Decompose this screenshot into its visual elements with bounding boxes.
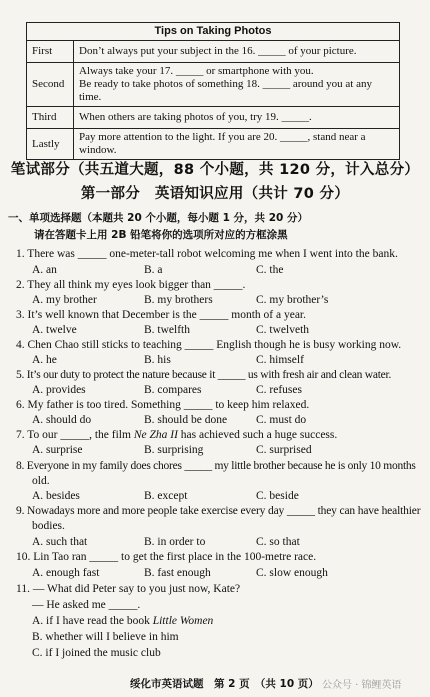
question-7-stem: 7. To our _____, the film Ne Zha II has achieved such a huge success. xyxy=(16,429,338,441)
question-6-option-a: A. should do xyxy=(32,414,92,426)
question-3-option-b: B. twelfth xyxy=(144,324,190,336)
question-8-option-a: A. besides xyxy=(32,490,80,502)
question-10-stem: 10. Lin Tao ran _____ to get the first place in the 100-metre race. xyxy=(16,551,317,563)
question-1-option-b: B. a xyxy=(144,264,163,276)
question-6-stem: 6. My father is too tired. Something _____ to keep him relaxed. xyxy=(16,399,310,411)
question-7-option-a: A. surprise xyxy=(32,444,83,456)
question-11-reply: — He asked me _____. xyxy=(32,599,141,611)
question-9-stem-cont: bodies. xyxy=(32,520,65,532)
tips-text-first: Don’t always put your subject in the 16. _____ of your picture. xyxy=(74,41,400,63)
question-10-option-c: C. slow enough xyxy=(256,567,328,579)
question-3-option-a: A. twelve xyxy=(32,324,77,336)
watermark: 公众号 · 锦鲤英语 xyxy=(322,680,402,691)
question-11-option-a: A. if I have read the book Little Women xyxy=(32,615,214,627)
footer-page-info: 绥化市英语试题 第 2 页 （共 10 页） xyxy=(130,678,319,690)
question-1-option-c: C. the xyxy=(256,264,284,276)
question-4-option-c: C. himself xyxy=(256,354,304,366)
tips-label-first: First xyxy=(27,41,74,63)
tips-text-third: When others are taking photos of you, try 19. _____. xyxy=(74,107,400,129)
part-title: 第一部分 英语知识应用（共计 70 分） xyxy=(80,186,350,202)
tips-label-third: Third xyxy=(27,107,74,129)
question-9-option-c: C. so that xyxy=(256,536,300,548)
instruction-sub: 请在答题卡上用 2B 铅笔将你的选项所对应的方框涂黑 xyxy=(34,229,288,241)
question-6-option-c: C. must do xyxy=(256,414,307,426)
question-4-stem: 4. Chen Chao still sticks to teaching _____ English though he is busy working now. xyxy=(16,339,402,351)
written-section-title: 笔试部分（共五道大题，88 个小题，共 120 分，计入总分） xyxy=(10,162,420,178)
question-7-option-b: B. surprising xyxy=(144,444,204,456)
question-1-option-a: A. an xyxy=(32,264,57,276)
question-5-option-a: A. provides xyxy=(32,384,86,396)
question-4-option-a: A. he xyxy=(32,354,57,366)
tips-title: Tips on Taking Photos xyxy=(27,23,400,41)
question-10-option-a: A. enough fast xyxy=(32,567,100,579)
question-3-option-c: C. twelveth xyxy=(256,324,310,336)
question-6-option-b: B. should be done xyxy=(144,414,228,426)
tips-label-lastly: Lastly xyxy=(27,129,74,160)
question-2-stem: 2. They all think my eyes look bigger than _____. xyxy=(16,279,246,291)
tips-label-second: Second xyxy=(27,63,74,107)
question-11-option-b: B. whether will I believe in him xyxy=(32,631,179,643)
question-7-option-c: C. surprised xyxy=(256,444,312,456)
question-5-stem: 5. It’s our duty to protect the nature because it _____ us with fresh air and clean water. xyxy=(16,369,392,381)
question-11-stem: 11. — What did Peter say to you just now, Kate? xyxy=(16,583,241,595)
question-8-stem: 8. Everyone in my family does chores _____ my little brother because he is only 10 months xyxy=(16,460,416,472)
question-1-stem: 1. There was _____ one-meter-tall robot welcoming me when I went into the bank. xyxy=(16,248,398,260)
tips-table xyxy=(26,22,400,160)
question-4-option-b: B. his xyxy=(144,354,171,366)
film-title: Ne Zha II xyxy=(133,429,178,441)
question-9-stem: 9. Nowadays more and more people take exercise every day _____ they can have healthier xyxy=(16,505,421,517)
tips-text-second: Always take your 17. _____ or smartphone with you. Be ready to take photos of something 18. _____ around you at any time. xyxy=(74,63,400,107)
question-10-option-b: B. fast enough xyxy=(144,567,211,579)
question-11-option-c: C. if I joined the music club xyxy=(32,647,161,659)
tips-text-lastly: Pay more attention to the light. If you are 20. _____, stand near a window. xyxy=(74,129,400,160)
question-9-option-b: B. in order to xyxy=(144,536,206,548)
question-5-option-c: C. refuses xyxy=(256,384,302,396)
instruction: 一、单项选择题（本题共 20 个小题，每小题 1 分，共 20 分） xyxy=(8,212,308,224)
question-8-option-b: B. except xyxy=(144,490,188,502)
question-2-option-a: A. my brother xyxy=(32,294,97,306)
question-2-option-b: B. my brothers xyxy=(144,294,213,306)
question-5-option-b: B. compares xyxy=(144,384,202,396)
question-2-option-c: C. my brother’s xyxy=(256,294,329,306)
question-8-option-c: C. beside xyxy=(256,490,299,502)
question-9-option-a: A. such that xyxy=(32,536,88,548)
question-8-stem-cont: old. xyxy=(32,475,50,487)
book-title: Little Women xyxy=(152,615,214,627)
question-3-stem: 3. It’s well known that December is the _____ month of a year. xyxy=(16,309,306,321)
